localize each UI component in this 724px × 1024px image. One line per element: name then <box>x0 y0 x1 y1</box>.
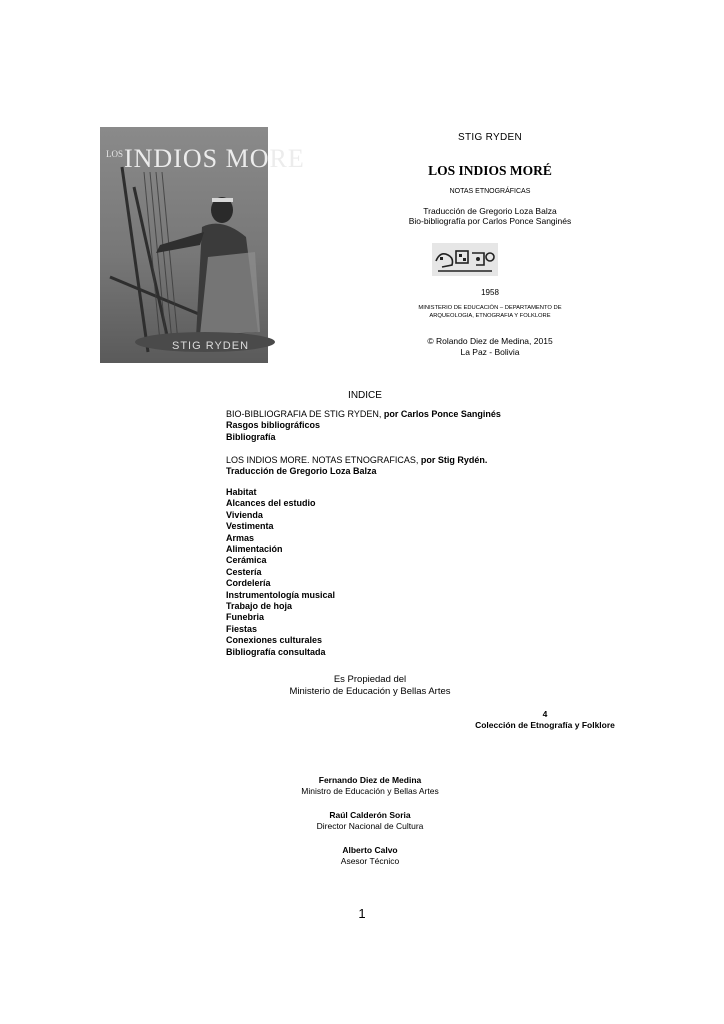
staff-entry <box>250 775 490 797</box>
staff-entry <box>250 845 490 867</box>
publication-year: 1958 <box>481 288 499 297</box>
collection-info <box>440 709 650 731</box>
index-item: Cordelería <box>226 578 271 589</box>
page-number: 1 <box>358 906 366 921</box>
staff-role: Ministro de Educación y Bellas Artes <box>301 786 439 796</box>
book-cover-image <box>100 127 305 363</box>
index-item: Bibliografía <box>226 431 276 442</box>
index-item: Instrumentología musical <box>226 589 336 600</box>
book-subtitle: NOTAS ETNOGRÁFICAS <box>449 188 531 195</box>
collection-name: Colección de Etnografía y Folklore <box>475 720 615 730</box>
cover-title-prefix: LOS <box>106 149 124 159</box>
index-title: INDICE <box>348 390 382 401</box>
copyright-notice <box>380 336 600 357</box>
index-chapter-list <box>226 487 566 658</box>
property-notice <box>240 674 500 698</box>
index-item: Vestimenta <box>226 521 274 532</box>
index-item: Alimentación <box>226 544 283 555</box>
staff-name: Alberto Calvo <box>342 845 398 855</box>
translation-credits <box>380 206 600 226</box>
index-heading <box>226 455 566 466</box>
publisher-logo <box>432 243 498 276</box>
index-item: Habitat <box>226 487 257 497</box>
index-translation-line: Traducción de Gregorio Loza Balza <box>226 466 377 477</box>
staff-name: Fernando Diez de Medina <box>318 775 422 785</box>
department-line: ARQUEOLOGIA, ETNOGRAFIA Y FOLKLORE <box>429 312 551 319</box>
copyright-line: © Rolando Diez de Medina, 2015 <box>427 336 553 346</box>
property-line: Es Propiedad del <box>333 674 407 685</box>
cover-photo <box>100 127 305 363</box>
index-heading <box>226 409 566 420</box>
book-title: LOS INDIOS MORÉ <box>428 163 552 178</box>
index-item: Trabajo de hoja <box>226 601 293 612</box>
ministry-line: MINISTERIO DE EDUCACIÓN – DEPARTAMENTO DE <box>418 305 562 311</box>
translation-line: Traducción de Gregorio Loza Balza <box>423 206 557 216</box>
index-heading-author: por Stig Rydén. <box>418 455 488 465</box>
index-item: Bibliografía consultada <box>226 646 326 657</box>
index-item: Rasgos bibliográficos <box>226 420 321 431</box>
index-item: Fiestas <box>226 623 258 634</box>
index-heading-author: por Carlos Ponce Sanginés <box>381 409 501 419</box>
index-item: Cestería <box>226 566 262 577</box>
index-heading-text: BIO-BIBLIOGRAFIA DE STIG RYDEN, <box>226 409 382 419</box>
index-heading-text: LOS INDIOS MORE. NOTAS ETNOGRAFICAS, <box>226 455 419 465</box>
cover-title: INDIOS MORE <box>124 144 305 173</box>
index-item: Alcances del estudio <box>226 498 316 509</box>
location-line: La Paz - Bolivia <box>460 346 520 357</box>
staff-role: Asesor Técnico <box>340 856 400 866</box>
staff-entry <box>250 810 490 832</box>
index-item: Cerámica <box>226 555 267 566</box>
index-section-biobibliography <box>226 409 566 443</box>
index-section-notas <box>226 455 566 478</box>
index-item: Armas <box>226 532 255 543</box>
index-item: Vivienda <box>226 509 263 520</box>
staff-name: Raúl Calderón Soria <box>329 810 411 820</box>
index-item: Conexiones culturales <box>226 635 323 646</box>
biobibliography-line: Bio-bibliografía por Carlos Ponce Sanginés <box>408 216 572 226</box>
staff-role: Director Nacional de Cultura <box>316 821 424 831</box>
collection-number: 4 <box>542 709 548 719</box>
index-item: Funebria <box>226 612 265 623</box>
author-name: STIG RYDEN <box>458 132 522 143</box>
glyph-logo-icon <box>432 243 498 276</box>
property-owner: Ministerio de Educación y Bellas Artes <box>289 686 451 697</box>
ministry-department <box>380 305 600 320</box>
cover-author: STIG RYDEN <box>172 340 250 352</box>
